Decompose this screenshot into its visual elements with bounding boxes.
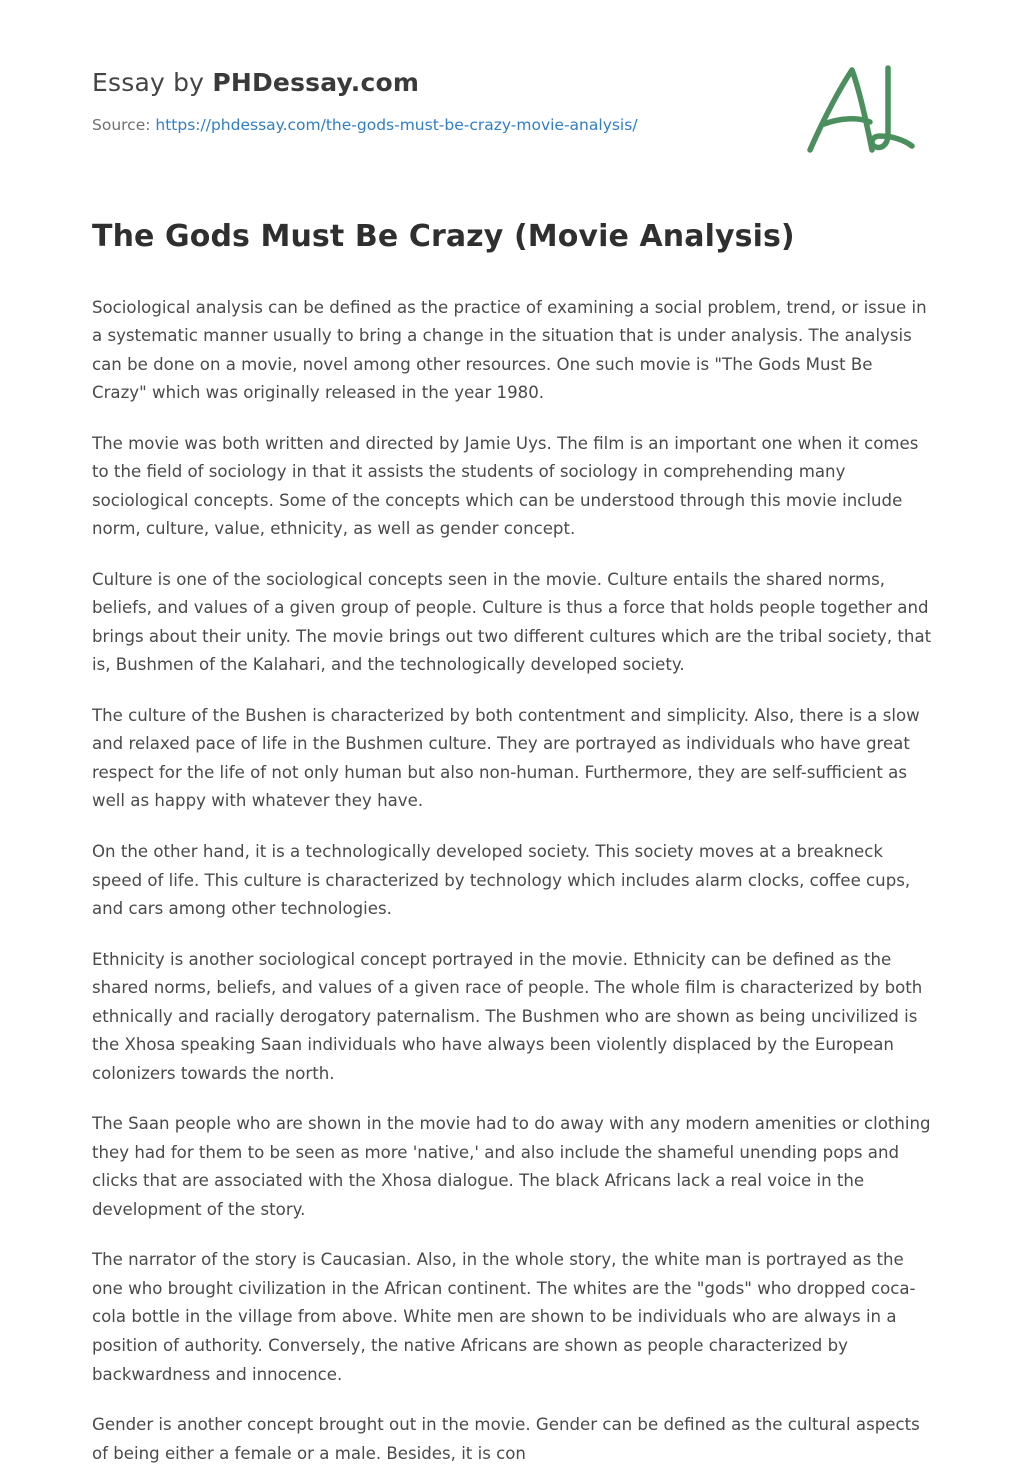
brand-essay-label: Essay bbox=[92, 68, 165, 97]
page-title: The Gods Must Be Crazy (Movie Analysis) bbox=[92, 218, 932, 256]
source-label: Source: bbox=[92, 116, 155, 134]
body-paragraph: Culture is one of the sociological concepts seen in the movie. Culture entails the shared norms, beliefs, and values of a given group of people. Culture is thus a force that holds people together and brings about their unity. The movie brings out two different cultures which are the tribal society, that is, Bushmen of the Kalahari, and the technologically developed society. bbox=[92, 566, 932, 680]
body-paragraph: On the other hand, it is a technologically developed society. This society moves at a breakneck speed of life. This culture is characterized by technology which includes alarm clocks, coffee cups, and cars among other technologies. bbox=[92, 838, 932, 924]
handwritten-a-logo-icon bbox=[800, 62, 920, 157]
body-paragraph: The movie was both written and directed by Jamie Uys. The film is an important one when it comes to the field of sociology in that it assists the students of sociology in comprehending many sociological concepts. Some of the concepts which can be understood through this movie include norm, culture, value, ethnicity, as well as gender concept. bbox=[92, 430, 932, 544]
brand-site-name: PHDessay.com bbox=[212, 68, 419, 97]
source-url-link[interactable]: https://phdessay.com/the-gods-must-be-crazy-movie-analysis/ bbox=[155, 116, 637, 134]
body-paragraph: Ethnicity is another sociological concept portrayed in the movie. Ethnicity can be defined as the shared norms, beliefs, and values of a given race of people. The whole film is characterized by both ethnically and racially derogatory paternalism. The Bushmen who are shown as being uncivilized is the Xhosa speaking Saan individuals who have always been violently displaced by the European colonizers towards the north. bbox=[92, 946, 932, 1089]
body-paragraph: Gender is another concept brought out in the movie. Gender can be defined as the cultural aspects of being either a female or a male. Besides, it is con bbox=[92, 1411, 932, 1468]
body-paragraph: The narrator of the story is Caucasian. Also, in the whole story, the white man is portrayed as the one who brought civilization in the African continent. The whites are the "gods" who dropped coca-cola bottle in the village from above. White men are shown to be individuals who are always in a position of authority. Conversely, the native Africans are shown as people characterized by backwardness and innocence. bbox=[92, 1246, 932, 1389]
body-paragraph: The Saan people who are shown in the movie had to do away with any modern amenities or clothing they had for them to be seen as more 'native,' and also include the shameful unending pops and clicks that are associated with the Xhosa dialogue. The black Africans lack a real voice in the development of the story. bbox=[92, 1110, 932, 1224]
body-paragraph: The culture of the Bushen is characterized by both contentment and simplicity. Also, there is a slow and relaxed pace of life in the Bushmen culture. They are portrayed as individuals who have great respect for the life of not only human but also non-human. Furthermore, they are self-sufficient as well as happy with whatever they have. bbox=[92, 702, 932, 816]
essay-body bbox=[92, 294, 932, 1468]
brand-by-label: by bbox=[165, 68, 212, 97]
body-paragraph: Sociological analysis can be defined as the practice of examining a social problem, trend, or issue in a systematic manner usually to bring a change in the situation that is under analysis. The analysis can be done on a movie, novel among other resources. One such movie is "The Gods Must Be Crazy" which was originally released in the year 1980. bbox=[92, 294, 932, 408]
document-header bbox=[0, 0, 1024, 134]
